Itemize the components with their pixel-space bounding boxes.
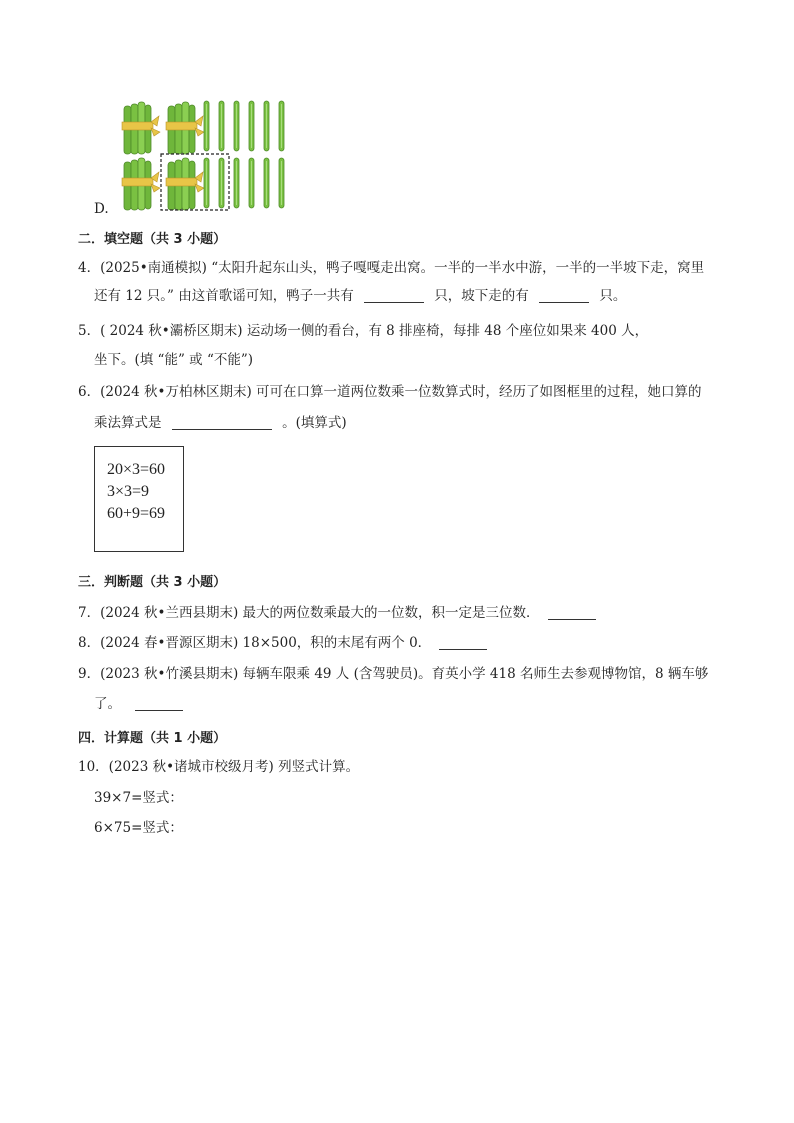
question-10-title: 10．(2023 秋•诸城市校级月考) 列竖式计算。 [78, 759, 360, 775]
question-9-line-1: 9．(2023 秋•竹溪县期末) 每辆车限乘 49 人 (含驾驶员)。育英小学 418 名师生去参观博物馆，8 辆车够 [78, 666, 709, 682]
question-8 [78, 633, 487, 653]
answer-blank-downhill[interactable] [539, 288, 589, 303]
question-6-text-b: 。(填算式) [282, 415, 347, 431]
question-10-item-1: 39×7=竖式： [94, 790, 183, 806]
option-d-label: D. [94, 201, 109, 217]
question-4-text-b: 只，坡下走的有 [434, 288, 529, 304]
answer-blank-expression[interactable] [172, 415, 272, 430]
question-6-line-1: 6．(2024 秋•万柏林区期末) 可可在口算一道两位数乘一位数算式时，经历了如图框里的过程，她口算的 [78, 384, 702, 400]
section-heading-judgement: 三．判断题（共 3 小题） [78, 575, 227, 590]
calculation-process-box [94, 446, 184, 552]
process-line-3: 60+9=69 [107, 505, 166, 522]
section-heading-calculation: 四．计算题（共 1 小题） [78, 731, 227, 746]
question-6-line-2 [94, 413, 347, 433]
question-9-line-2 [94, 694, 183, 714]
answer-blank-total[interactable] [364, 288, 424, 303]
question-8-text: 8．(2024 春•晋源区期末) 18×500，积的末尾有两个 0． [78, 635, 432, 651]
question-10-item-2: 6×75=竖式： [94, 820, 183, 836]
section-heading-fill-in: 二．填空题（共 3 小题） [78, 232, 227, 247]
answer-blank-q9[interactable] [135, 696, 183, 711]
process-line-2: 3×3=9 [107, 483, 150, 500]
option-d-bundles-image [118, 96, 290, 212]
question-7-text: 7．(2024 秋•兰西县期末) 最大的两位数乘最大的一位数，积一定是三位数． [78, 605, 540, 621]
question-4-text-c: 只。 [599, 288, 627, 304]
answer-blank-q8[interactable] [439, 635, 487, 650]
question-5-line-2: 坐下。(填 “能” 或 “不能”) [94, 352, 254, 368]
question-7 [78, 603, 596, 623]
question-4-text-a: 还有 12 只。” 由这首歌谣可知，鸭子一共有 [94, 288, 354, 304]
question-4-line-2 [94, 286, 626, 306]
question-9-text: 了。 [94, 696, 121, 712]
question-5-line-1: 5．( 2024 秋•灞桥区期末) 运动场一侧的看台，有 8 排座椅，每排 48 个座位如果来 400 人， [78, 323, 649, 339]
question-6-text-a: 乘法算式是 [94, 415, 162, 431]
answer-blank-q7[interactable] [548, 605, 596, 620]
process-line-1: 20×3=60 [107, 461, 166, 478]
question-4-line-1: 4．(2025•南通模拟) “太阳升起东山头，鸭子嘎嘎走出窝。一半的一半水中游，一半的一半坡下走，窝里 [78, 260, 705, 276]
